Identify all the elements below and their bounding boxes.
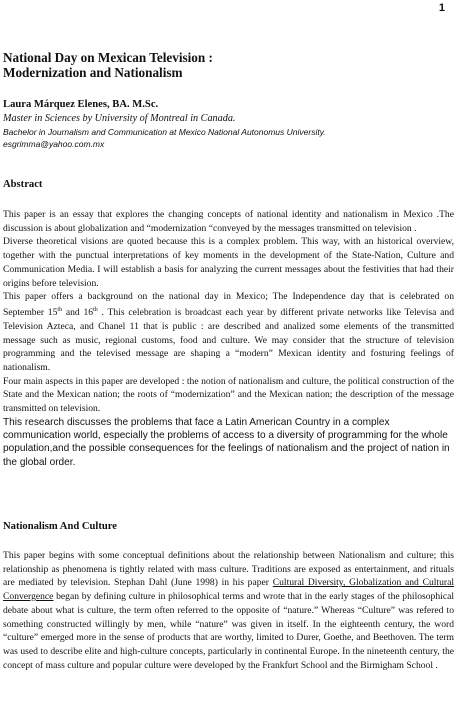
- title-line-2: Modernization and Nationalism: [3, 65, 183, 80]
- section-heading: Nationalism And Culture: [3, 521, 118, 532]
- author-block: [3, 97, 454, 150]
- abstract-paragraph-2: Diverse theoretical visions are quoted because this is a complex problem. This way, with an historical overview, together with the punctual interpretations of key moments in the development of the State-Nation, Culture and Communication Media. I will establish a basis for analyzing the current messages about the festivities that had their origins before television.: [3, 236, 454, 289]
- paper-title: [3, 50, 454, 80]
- abstract-paragraph-5: This research discusses the problems that face a Latin American Country in a complex communication world, especially the problems of access to a diversity of programming for the whole population,and the possible consequences for the feelings of nationalism and the project of nation in the global order.: [3, 416, 450, 468]
- author-name: Laura Márquez Elenes, BA. M.Sc.: [3, 99, 159, 110]
- author-bachelor: Bachelor in Journalism and Communication at Mexico National Autonomus University.: [3, 127, 326, 137]
- abstract-paragraph-3: This paper offers a background on the national day in Mexico; The Independence day that is celebrated on September 15th and 16th . This celebration is broadcast each year by different private networks like Televisa and Television Azteca, and Chanel 11 that is public : are described and analized some elements of the transmitted message such as music, regional customs, food and culture. We may consider that the structure of television programming and the televised message are shaping a “modern” Mexican identity and fosturing feelings of nationalism.: [3, 291, 454, 373]
- page-number: 1: [438, 2, 445, 14]
- abstract-paragraph-4: Four main aspects in this paper are developed : the notion of nationalism and culture, the political construction of the State and the Mexican nation; the roots of “modernization” and the Mexican nation; the description of the message transmitted on television.: [3, 375, 454, 415]
- cited-paper-link[interactable]: Cultural Diversity, Globalization and Cultural Convergence: [3, 577, 455, 603]
- author-degree: Master in Sciences by University of Montreal in Canada.: [3, 113, 236, 124]
- title-line-1: National Day on Mexican Television :: [3, 50, 213, 65]
- section-body: [3, 549, 454, 672]
- abstract-heading: Abstract: [3, 179, 43, 190]
- author-email: esgrimma@yahoo.com.mx: [3, 139, 105, 149]
- section-paragraph-1: This paper begins with some conceptual definitions about the relationship between Nationalism and culture; this relationship as phenomena is tightly related with mass culture. Traditions are exposed as entertainment, and rituals are mediated by television. Stephan Dahl (June 1998) in his paper Cultural Diversity, Globalization and Cultural Convergence began by defining culture in philosophical terms and wrote that in the early stages of the philosophical debate about what is culture, the term often referred to the opposite of “nature.” Whereas “Culture” was refered to something constructed willingly by men, while “nature” was given in itself. In the eighteenth century, the word “culture” emerged more in the sense of products that are worthy, limited to Durer, Goethe, and Beethoven. The term was used to describe elite and high-culture concepts, particularly in continental Europe. In the nineteenth century, the concept of mass culture and popular culture were developed by the Frankfurt School and the Birmigham School .: [3, 550, 455, 671]
- abstract-body: [3, 208, 454, 469]
- abstract-paragraph-1: This paper is an essay that explores the changing concepts of national identity and nationalism in Mexico .The discussion is about globalization and “modernization “conveyed by the messages transmitted on television .: [3, 209, 454, 234]
